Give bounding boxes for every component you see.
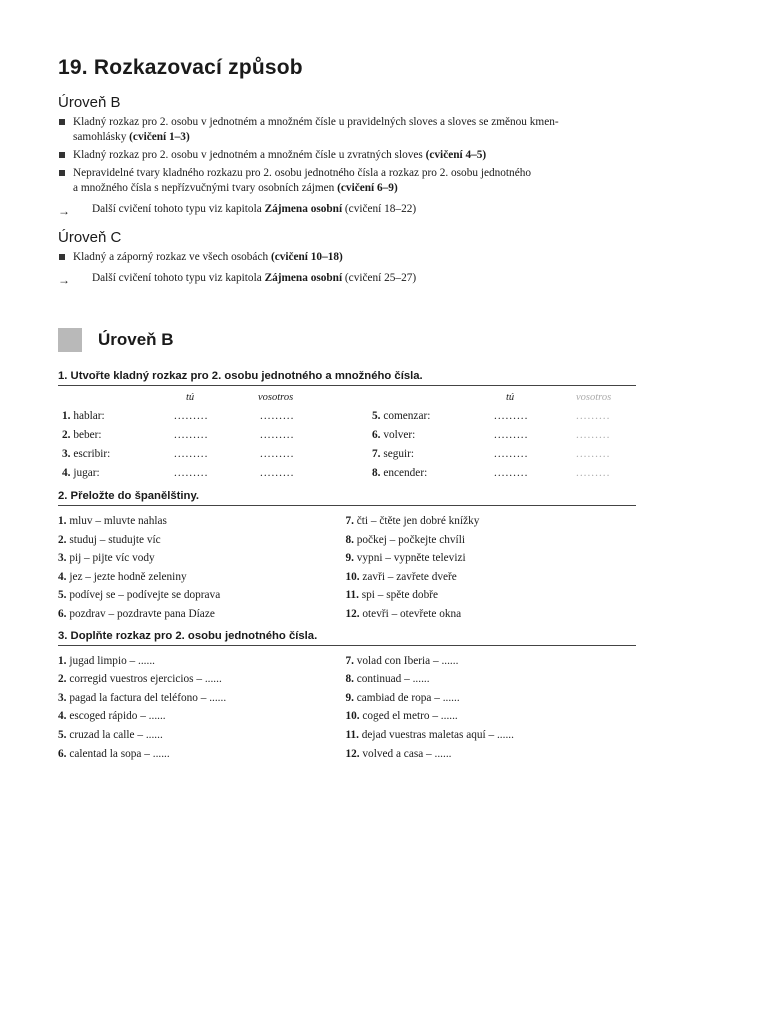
blank: ......... [174, 429, 209, 441]
blank: ......... [576, 467, 611, 479]
page [58, 56, 628, 769]
blank: ......... [174, 410, 209, 422]
list-item: 5. podívej se – podívejte se doprava [58, 589, 221, 602]
gray-square-icon [58, 328, 82, 352]
list-item: 6. pozdrav – pozdravte pana Díaze [58, 607, 215, 620]
list-item: 3. pij – pijte víc vody [58, 552, 155, 565]
exercise-3 [58, 652, 628, 764]
square-bullet-icon [59, 170, 65, 176]
level-c-heading: Úroveň C [58, 229, 122, 246]
blank: ......... [576, 429, 611, 441]
list-item: 10. zavři – zavřete dveře [345, 570, 457, 583]
blank: ......... [260, 410, 295, 422]
exercise-2 [58, 512, 628, 624]
blank: ......... [174, 448, 209, 460]
blank: ......... [260, 448, 295, 460]
left-column [58, 512, 345, 624]
level-b-list [58, 115, 628, 217]
level-c-list [58, 250, 628, 286]
list-item: 6. calentad la sopa – ...... [58, 747, 170, 760]
right-column [345, 512, 628, 624]
list-item: Nepravidelné tvary kladného rozkazu pro 2. osobu jednotného čísla a rozkaz pro 2. osobu jednotného a množného čísla s nepřízvučnými tvary osobních zájmen (cvičení 6–9) [58, 166, 628, 196]
list-item: 9. cambiad de ropa – ...... [345, 691, 460, 704]
list-item: 8. počkej – počkejte chvíli [345, 533, 465, 546]
square-bullet-icon [59, 119, 65, 125]
cross-reference: → Další cvičení tohoto typu viz kapitola Zájmena osobní (cvičení 25–27) [58, 272, 417, 287]
list-item: 12. volved a casa – ...... [345, 747, 452, 760]
column-header-tu: tú [506, 392, 515, 403]
table-row: 4. jugar: ......... ......... 8. encender: ......... ......... [62, 467, 611, 479]
exercise-1 [58, 392, 628, 490]
list-item: 11. dejad vuestras maletas aquí – ...... [345, 728, 514, 741]
list-item: 12. otevři – otevřete okna [345, 607, 462, 620]
left-column [58, 652, 345, 764]
list-item: 7. čti – čtěte jen dobré knížky [345, 515, 480, 527]
exercise-3-title: 3. Doplňte rozkaz pro 2. osobu jednotného čísla. [58, 630, 636, 646]
list-item: 7. volad con Iberia – ...... [345, 654, 459, 667]
square-bullet-icon [59, 152, 65, 158]
list-item: Kladný rozkaz pro 2. osobu v jednotném a množném čísle u pravidelných sloves a sloves se změnou kmen- samohlásky (cvičení 1–3) [58, 115, 628, 145]
exercise-2-title: 2. Přeložte do španělštiny. [58, 490, 636, 506]
list-item: 3. pagad la factura del teléfono – ...... [58, 691, 227, 704]
list-item: 10. coged el metro – ...... [345, 710, 458, 723]
list-item: 2. corregid vuestros ejercicios – ...... [58, 673, 222, 686]
list-item: 9. vypni – vypněte televizi [345, 552, 466, 565]
list-item: 11. spi – spěte dobře [345, 589, 439, 602]
column-header-vosotros: vosotros [258, 392, 294, 403]
blank: ......... [494, 448, 529, 460]
cross-reference: → Další cvičení tohoto typu viz kapitola Zájmena osobní (cvičení 18–22) [58, 203, 417, 218]
list-item: Kladný a záporný rozkaz ve všech osobách (cvičení 10–18) [58, 250, 628, 265]
blank: ......... [260, 467, 295, 479]
section-banner [58, 328, 628, 352]
chapter-title: 19. Rozkazovací způsob [58, 56, 303, 79]
column-header-tu: tú [186, 392, 195, 403]
column-header-vosotros: vosotros [576, 392, 612, 403]
blank: ......... [576, 448, 611, 460]
list-item: 4. escoged rápido – ...... [58, 710, 166, 723]
blank: ......... [174, 467, 209, 479]
list-item: 8. continuad – ...... [345, 673, 430, 686]
arrow-right-icon: → [58, 273, 70, 287]
list-item: 4. jez – jezte hodně zeleniny [58, 570, 187, 583]
list-item: 1. jugad limpio – ...... [58, 654, 155, 667]
list-item: 2. studuj – studujte víc [58, 533, 161, 546]
table-row: 3. escribir: ......... ......... 7. seguir: ......... ......... [62, 448, 611, 460]
blank: ......... [576, 410, 611, 422]
blank: ......... [494, 467, 529, 479]
section-heading: Úroveň B [98, 330, 174, 349]
blank: ......... [494, 410, 529, 422]
list-item: 5. cruzad la calle – ...... [58, 728, 163, 741]
list-item: 1. mluv – mluvte nahlas [58, 515, 167, 527]
right-column [345, 652, 628, 764]
table-row: 2. beber: ......... ......... 6. volver: ......... ......... [62, 429, 611, 441]
level-b-heading: Úroveň B [58, 94, 121, 111]
list-item: Kladný rozkaz pro 2. osobu v jednotném a množném čísle u zvratných sloves (cvičení 4–5) [58, 148, 628, 163]
square-bullet-icon [59, 254, 65, 260]
exercise-1-title: 1. Utvořte kladný rozkaz pro 2. osobu jednotného a množného čísla. [58, 370, 636, 386]
arrow-right-icon: → [58, 204, 70, 218]
blank: ......... [260, 429, 295, 441]
blank: ......... [494, 429, 529, 441]
table-row: 1. hablar: ......... ......... 5. comenzar: ......... ......... [62, 410, 611, 422]
